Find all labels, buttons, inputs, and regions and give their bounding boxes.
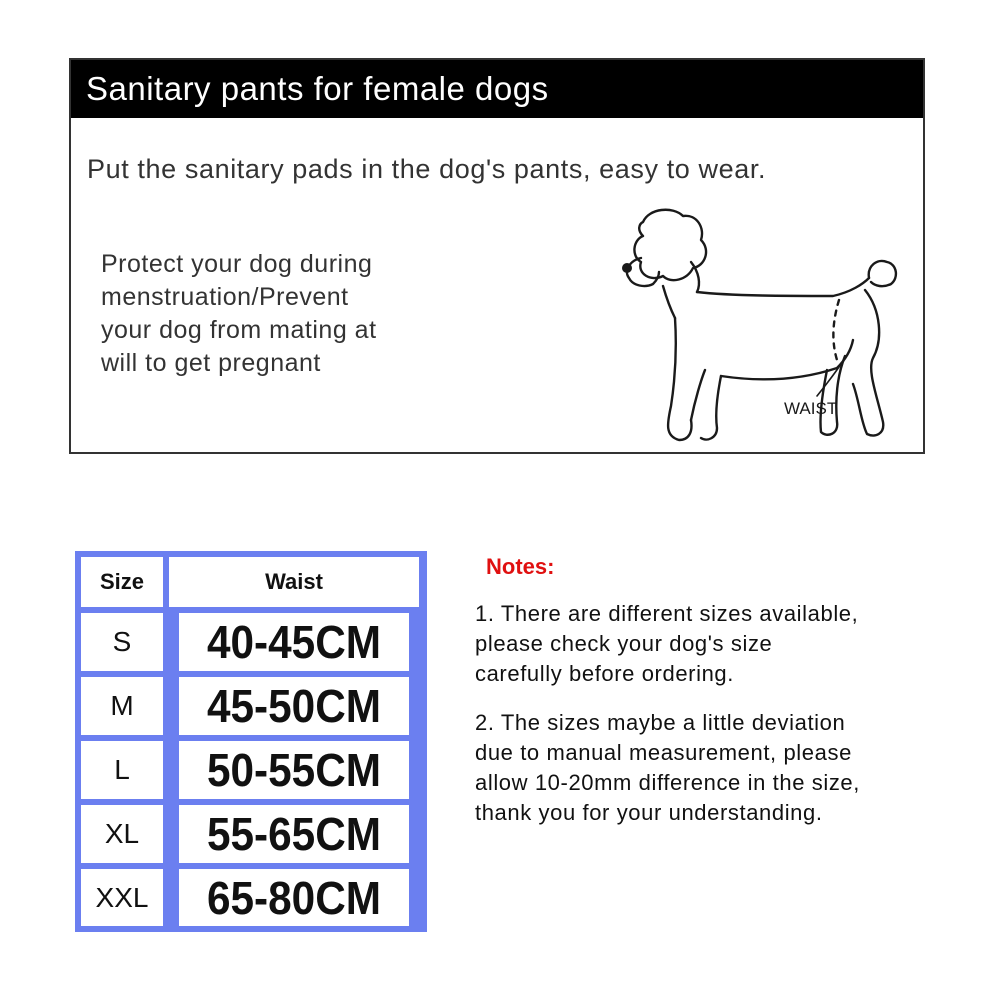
protect-text [101, 248, 431, 380]
note-line: due to manual measurement, please [475, 740, 852, 765]
note-line: 2. The sizes maybe a little deviation [475, 710, 846, 735]
protect-line: menstruation/Prevent [101, 283, 349, 311]
dog-illustration [601, 200, 921, 450]
waist-cell: 65-80CM [179, 869, 409, 926]
note-line: allow 10-20mm difference in the size, [475, 770, 860, 795]
size-cell: L [81, 741, 163, 799]
lead-text: Put the sanitary pads in the dog's pants, easy to wear. [87, 154, 767, 184]
header-waist: Waist [169, 557, 419, 607]
note-line: thank you for your understanding. [475, 800, 823, 825]
note-item [475, 708, 945, 828]
size-cell: S [81, 613, 163, 671]
note-line: carefully before ordering. [475, 661, 734, 686]
size-cell: XXL [81, 869, 163, 926]
waist-cell: 45-50CM [179, 677, 409, 735]
product-info-box [69, 58, 925, 454]
note-item [475, 599, 945, 689]
size-cell: M [81, 677, 163, 735]
protect-line: Protect your dog during [101, 250, 373, 278]
waist-cell: 40-45CM [179, 613, 409, 671]
page-title: Sanitary pants for female dogs [71, 60, 923, 118]
note-line: 1. There are different sizes available, [475, 601, 859, 626]
notes-title: Notes: [486, 554, 555, 579]
size-table [75, 551, 427, 932]
header-size: Size [81, 557, 163, 607]
waist-cell: 50-55CM [179, 741, 409, 799]
protect-line: will to get pregnant [101, 349, 321, 377]
waist-label: WAIST [784, 399, 838, 418]
waist-cell: 55-65CM [179, 805, 409, 863]
dog-outline-icon [601, 200, 921, 450]
size-cell: XL [81, 805, 163, 863]
note-line: please check your dog's size [475, 631, 773, 656]
protect-line: your dog from mating at [101, 316, 377, 344]
